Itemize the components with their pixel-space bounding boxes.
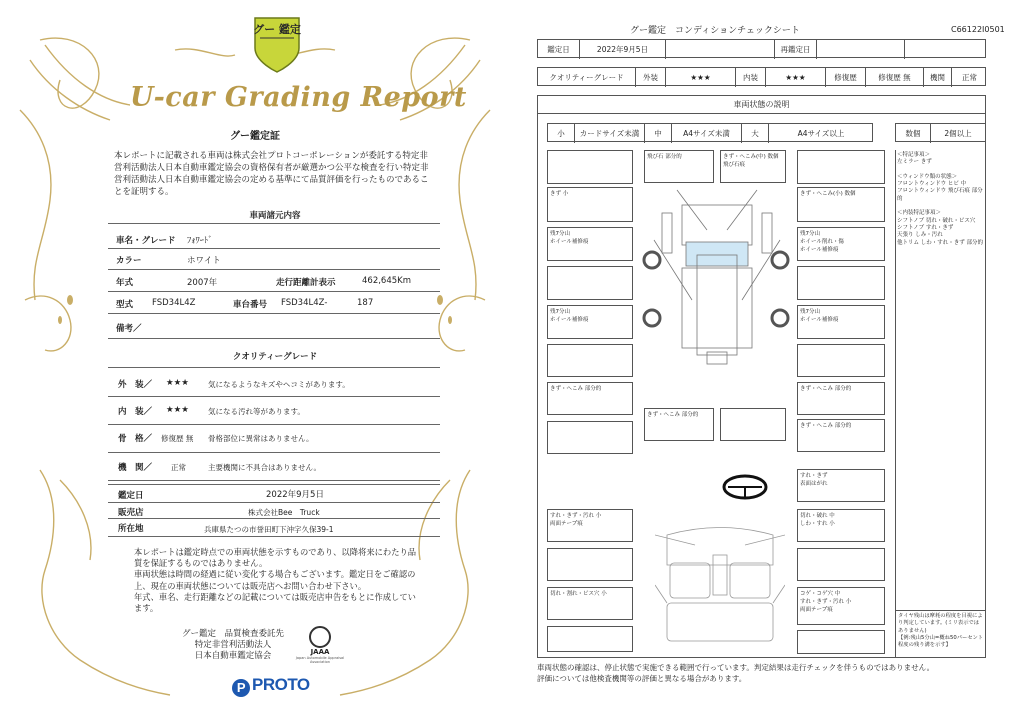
reappraisal-value: [817, 40, 905, 59]
grade-stars: 正常: [171, 463, 186, 472]
model-value: FSD34L4Z: [152, 298, 196, 308]
repair-label: 修復歴: [826, 68, 866, 87]
address-value: 兵庫県たつの市誉田町下沖字久保39-1: [204, 525, 334, 534]
legend-small-desc: カードサイズ未満: [575, 124, 645, 143]
banner-title: U-car Grading Report: [130, 82, 467, 113]
engine-value: 正常: [962, 73, 977, 82]
address-label: 所在地: [118, 524, 144, 534]
grade-label: 外 装／: [118, 380, 153, 390]
grade-row-label: クオリティーグレード: [538, 68, 636, 87]
proto-logo: [232, 675, 310, 697]
interior-label: 切れ・破れ 中 しわ・すれ 小: [797, 509, 885, 542]
divider: [108, 291, 440, 292]
shield-icon: [252, 14, 302, 74]
legend-medium-desc: A4サイズ未満: [672, 124, 742, 143]
empty-box: [797, 266, 885, 300]
date-value: 2022年9月5日: [266, 490, 324, 500]
interior-label: 切れ・割れ・ビス穴 小: [547, 587, 633, 620]
color-label: カラー: [116, 256, 142, 266]
exterior-stars: ★★★: [666, 68, 736, 87]
sheet-title: グー鑑定 コンディションチェックシート: [630, 26, 800, 36]
damage-label: きず・へこみ(小) 数個: [797, 187, 885, 222]
jaaa-logo: [295, 626, 345, 664]
empty-box: [547, 626, 633, 652]
empty-box: [547, 266, 633, 300]
name-value: ﾌｫﾜｰﾄﾞ: [187, 236, 213, 246]
count-legend: [895, 123, 986, 142]
damage-label: きず・へこみ 部分的: [797, 419, 885, 452]
chassis-value: FSD34L4Z-: [281, 298, 328, 308]
divider: [108, 269, 440, 270]
grade-desc: 気になるようなキズやヘコミがあります。: [208, 380, 350, 389]
grade-stars: ★★★: [166, 405, 189, 415]
name-label: 車名・グレード: [116, 236, 176, 246]
divider: [108, 367, 440, 368]
divider: [895, 610, 986, 611]
grade-desc: 主要機関に不具合はありません。: [208, 463, 321, 472]
certificate-subtitle: グー鑑定証: [230, 131, 280, 142]
date-label: 鑑定日: [538, 40, 580, 59]
dealer-label: 販売店: [118, 508, 144, 518]
grade-desc: 骨格部位に異常はありません。: [208, 434, 314, 443]
empty-box: [547, 344, 633, 377]
date-value: 2022年9月5日: [580, 40, 666, 59]
divider: [108, 396, 440, 397]
model-label: 型式: [116, 300, 134, 310]
date-blank: [666, 40, 775, 59]
tire-label: 残7分山 ホイール補修痕: [797, 305, 885, 339]
grade-row: [537, 67, 986, 86]
proto-mark-icon: P: [232, 679, 250, 697]
sheet-code: C66122I0501: [951, 25, 1005, 34]
damage-label: きず 小: [547, 187, 633, 222]
divider: [108, 248, 440, 249]
interior-label: すれ・きず・汚れ 小 両面テープ痕: [547, 509, 633, 542]
damage-label: きず・へこみ(中) 数個 飛び石痕: [720, 150, 786, 183]
chassis-number: 187: [357, 298, 374, 308]
empty-box: [797, 630, 885, 654]
legend-medium-label: 中: [645, 124, 672, 143]
explain-title: 車両状態の説明: [538, 96, 985, 114]
intro-text: 本レポートに記載される車両は株式会社プロトコーポレーションが委託する特定非営利活動法人日本自動車鑑定協会の資格保有者が厳選かつ公平な検査を行い特定非営利活動法人日本自動車鑑定協会の定める基準にて品質評価を行ったものであることを証明する。: [114, 151, 429, 197]
dealer-value: 株式会社Bee Truck: [248, 508, 320, 517]
mileage-label: 走行距離計表示: [276, 278, 336, 288]
date-label: 鑑定日: [118, 491, 144, 501]
interior-label: すれ・きず 表面はがれ: [797, 469, 885, 502]
color-value: ホワイト: [187, 256, 221, 266]
count-value: 2個以上: [944, 129, 972, 138]
goo-appraisal-badge: [252, 14, 302, 74]
tire-icon: [644, 310, 660, 326]
grade-label: 骨 格／: [118, 434, 153, 444]
empty-box: [797, 150, 885, 184]
exterior-label: 外装: [636, 68, 666, 87]
repair-value: 修復歴 無: [866, 68, 924, 87]
tire-label: 残7分山 ホイール補修痕: [547, 227, 633, 261]
grade-stars: ★★★: [166, 378, 189, 388]
empty-box: [797, 548, 885, 581]
count-label: 数個: [896, 124, 931, 143]
year-label: 年式: [116, 278, 134, 288]
engine-label: 機関: [924, 68, 952, 87]
badge-top-text: グー 鑑定: [253, 23, 301, 36]
empty-box: [547, 548, 633, 581]
tire-label: 残7分山 ホイール補修痕: [547, 305, 633, 339]
divider: [108, 424, 440, 425]
empty-box: [547, 150, 633, 184]
tire-note: タイヤ残山は摩耗の程度を目視により判定しています。(ミリ表示ではありません) 【例:残山5分山=概ね50パーセント程度の残り溝を示す】: [898, 613, 984, 649]
divider: [108, 452, 440, 453]
mileage-value: 462,645Km: [362, 276, 412, 286]
year-value: 2007年: [187, 278, 218, 288]
divider: [108, 313, 440, 314]
interior-label: コゲ・コゲ穴 中 すれ・きず・汚れ 小 両面テープ痕: [797, 587, 885, 625]
divider: [108, 536, 440, 537]
damage-label: きず・へこみ 部分的: [547, 382, 633, 415]
interior-stars: ★★★: [766, 68, 826, 87]
jaaa-label: JAAA: [310, 648, 330, 656]
divider: [108, 502, 440, 503]
damage-label: きず・へこみ 部分的: [644, 408, 714, 441]
jaaa-emblem-icon: [309, 626, 331, 648]
tire-icon: [772, 252, 788, 268]
jaaa-subtitle: Japan Automobile Appraisal Association: [295, 656, 345, 664]
legend-small-label: 小: [548, 124, 575, 143]
grade-stars: 修復歴 無: [161, 434, 194, 443]
interior-seat-diagram: [655, 525, 785, 650]
reappraisal-label: 再鑑定日: [775, 40, 817, 59]
interior-label: 内装: [736, 68, 766, 87]
divider: [108, 223, 440, 224]
proto-text: PROTO: [252, 675, 310, 694]
tire-icon: [772, 310, 788, 326]
tire-icon: [644, 252, 660, 268]
grade-desc: 気になる汚れ等があります。: [208, 407, 305, 416]
legend-large-desc: A4サイズ以上: [797, 129, 845, 138]
grade-label: 機 関／: [118, 463, 153, 473]
vehicle-section-title: 車両諸元内容: [249, 211, 301, 221]
divider: [108, 518, 440, 519]
size-legend: [547, 123, 873, 142]
tire-label: 残7分山 ホイール削れ・傷 ホイール補修痕: [797, 227, 885, 261]
grading-certificate: [0, 0, 510, 719]
remarks-label: 備考／: [116, 324, 142, 334]
signature-block: グー鑑定 品質検査委託先 特定非営利活動法人 日本自動車鑑定協会: [181, 629, 284, 661]
divider: [108, 484, 440, 485]
steering-wheel-icon: [722, 474, 768, 500]
empty-box: [797, 344, 885, 377]
chassis-label: 車台番号: [233, 300, 268, 310]
date-row: [537, 39, 986, 58]
special-notes: ＜特記事項＞ 左ミラー きず ＜ウィンドウ類の状態＞ フロントウィンドウ ヒビ 中 フロントウィンドウ 飛び石痕 部分的 ＜内装特記事項＞ シフトノブ 切れ・破れ・ビス穴 シフトノブ すれ・きず 天張り しみ・汚れ 他トリム しわ・すれ・きず 部分的: [897, 152, 983, 246]
divider: [108, 338, 440, 339]
legend-large-label: 大: [742, 124, 769, 143]
quality-section-title: クオリティーグレード: [232, 352, 318, 362]
empty-box: [720, 408, 786, 441]
footer-note-1: 車両状態の確認は、停止状態で実施できる範囲で行っています。判定結果は走行チェックを伴うものではありません。: [537, 663, 935, 672]
damage-label: 飛び石 部分的: [644, 150, 714, 183]
divider: [108, 480, 440, 481]
footer-note-2: 評価については他検査機関等の評価と異なる場合があります。: [537, 674, 747, 683]
damage-label: きず・へこみ 部分的: [797, 382, 885, 415]
disclaimer-text: 本レポートは鑑定時点での車両状態を示すものであり、以降将来にわたり品質を保証するものではありません。 車両状態は時間の経過に従い変化する場合もございます。鑑定日をご確認の上、現在の車両状態については販売店へお問い合わせ下さい。 年式、車名、走行距離などの記載については販売店申告をもとに作成しています。: [134, 547, 417, 614]
truck-exterior-diagram: [632, 180, 800, 380]
empty-box: [547, 421, 633, 454]
grade-label: 内 装／: [118, 407, 153, 417]
